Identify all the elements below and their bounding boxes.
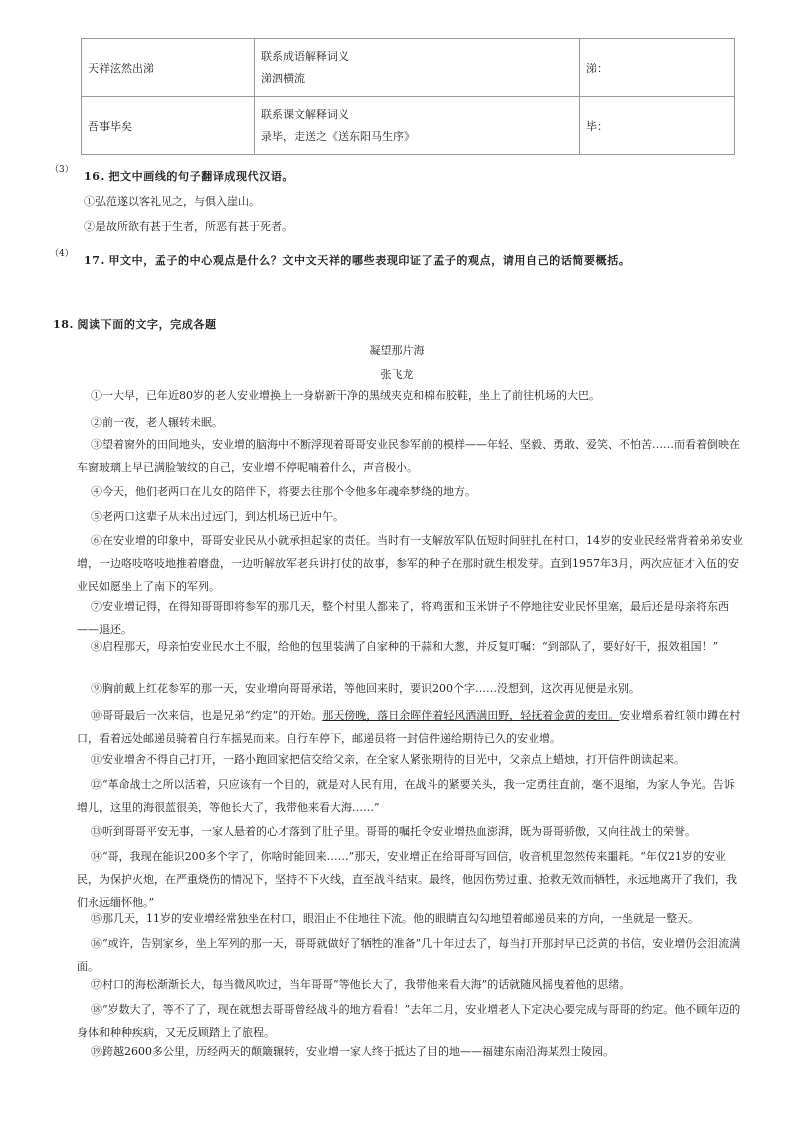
paragraph-19: ⑲跨越2600多公里，历经两天的颠簸辗转，安业增一家人终于抵达了目的地——福建东南沿海某烈士陵园。: [91, 1045, 614, 1058]
question-text: 把文中画线的句子翻译成现代汉语。: [108, 170, 295, 183]
paragraph-4: ④今天，他们老两口在儿女的陪伴下，将要去往那个令他多年魂牵梦绕的地方。: [91, 485, 476, 498]
example-text: 涕泗横流: [261, 71, 305, 85]
article-author: 张飞龙: [380, 368, 414, 381]
paragraph-16: ⑯“或许，告别家乡，坐上军列的那一天，哥哥就做好了牺牲的准备”几十年过去了，每当打开那封早已泛黄的书信，安业增仍会泪流满面。: [77, 937, 741, 973]
paragraph-3: ③望着窗外的田间地头，安业增的脑海中不断浮现着哥哥安业民参军前的模样——年轻、坚毅、勇敢、爱笑、不怕苦……而看着倒映在车窗玻璃上早已满脸皱纹的自己，安业增不停呢喃着什么，声音极小。: [77, 438, 740, 474]
paragraph-2: ②前一夜，老人辗转未眠。: [91, 416, 223, 429]
list-item: ①弘范遂以客礼见之，与俱入崖山。: [84, 195, 260, 208]
paragraph-10-before: ⑩哥哥最后一次来信，也是兄弟“约定”的开始。: [91, 709, 323, 722]
table-row: [82, 39, 735, 97]
paragraph-8: ⑧启程那天，母亲怕安业民水土不服，给他的包里装满了自家种的干蒜和大葱，并反复叮嘱：“到部队了，要好好干，报效祖国！”: [91, 640, 719, 653]
paragraph-14: ⑭“哥，我现在能识200多个字了，你啥时能回来……”那天，安业增正在给哥哥写回信，收音机里忽然传来噩耗。“年仅21岁的安业民，为保护火炮，在严重烧伤的情况下，坚持不下火线，直至战斗结束。最终，他因伤势过重、抢救无效而牺牲，永远地离开了我们，我们永远缅怀他。”: [77, 850, 737, 909]
question-text: 阅读下面的文字，完成各题: [77, 318, 217, 331]
paragraph-1: ①一大早，已年近80岁的老人安业增换上一身崭新干净的黑绒夹克和棉布胶鞋，坐上了前往机场的大巴。: [91, 389, 600, 402]
question-text: 甲文中，孟子的中心观点是什么？文中文天祥的哪些表现印证了孟子的观点，请用自己的话简要概括。: [108, 254, 631, 267]
table-cell-method: [255, 97, 580, 155]
paragraph-15: ⑮那几天，11岁的安业增经常独坐在村口，眼泪止不住地往下流。他的眼睛直勾勾地望着邮递员来的方向，一坐就是一整天。: [91, 912, 699, 925]
table-cell-method: [255, 39, 580, 97]
paragraph-10-after: 安业增系着红领巾蹲在村口，看着远处邮递员骑着自行车摇晃而来。自行车停下，邮递员将一封信件递给期待已久的安业增。: [77, 709, 741, 745]
question-paren-number: （3）: [50, 165, 74, 175]
vocab-table: [81, 38, 735, 155]
paragraph-13: ⑬听到哥哥平安无事，一家人悬着的心才落到了肚子里。哥哥的嘱托令安业增热血澎湃，既为哥哥骄傲，又向往战士的荣誉。: [91, 825, 696, 838]
paragraph-17: ⑰村口的海松渐渐长大，每当微风吹过，当年哥哥“等他长大了，我带他来看大海”的话就随风摇曳着他的思绪。: [91, 978, 631, 991]
question-number: 18.: [53, 318, 74, 331]
question-18: [53, 316, 217, 332]
example-text: 录毕，走送之《送东阳马生序》: [261, 129, 415, 143]
method-text: 联系成语解释词义: [261, 49, 349, 63]
paragraph-9: ⑨胸前戴上红花参军的那一天，安业增向哥哥承诺，等他回来时，要识200个字……没想到，这次再见便是永别。: [91, 682, 640, 695]
paragraph-6: ⑥在安业增的印象中，哥哥安业民从小就承担起家的责任。当时有一支解放军队伍短时间驻扎在村口，14岁的安业民经常背着弟弟安业增，一边咯吱咯吱地推着磨盘，一边听解放军老兵讲打仗的故事，参军的种子在那时就生根发芽。直到1957年3月，两次应征才入伍的安业民如愿坐上了南下的军列。: [77, 534, 743, 593]
method-text: 联系课文解释词义: [261, 107, 349, 121]
underlined-sentence: 那天傍晚，落日余晖伴着轻风洒满田野，轻抚着金黄的麦田。: [322, 709, 620, 722]
paragraph-5: ⑤老两口这辈子从未出过远门，到达机场已近中午。: [91, 510, 344, 523]
paragraph-18: ⑱“岁数大了，等不了了，现在就想去哥哥曾经战斗的地方看看！”去年二月，安业增老人下定决心要完成与哥哥的约定。他不顾年迈的身体和种种疾病，又无反顾踏上了旅程。: [77, 1003, 741, 1039]
paragraph-12: ⑫“革命战士之所以活着，只应该有一个目的，就是对人民有用，在战斗的紧要关头，我一定勇往直前，毫不退缩，为家人争光。告诉增儿，这里的海很蓝很美，等他长大了，我带他来看大海……”: [77, 778, 735, 814]
table-cell-answer: 涕：: [580, 39, 735, 97]
list-item: ②是故所欲有甚于生者，所恶有甚于死者。: [84, 220, 293, 233]
table-cell-word: 吾事毕矣: [82, 97, 255, 155]
table-cell-word: 天祥泫然出涕: [82, 39, 255, 97]
table-row: [82, 97, 735, 155]
paragraph-7: ⑦安业增记得，在得知哥哥即将参军的那几天，整个村里人都来了，将鸡蛋和玉米饼子不停地往安业民怀里塞，最后还是母亲将东西——退还。: [77, 600, 729, 636]
paragraph-10: [77, 704, 745, 750]
question-number: 17.: [84, 254, 105, 267]
question-16: [84, 168, 294, 184]
table-cell-answer: 毕：: [580, 97, 735, 155]
article-title: 凝望那片海: [369, 344, 425, 357]
paragraph-11: ⑪安业增舍不得自己打开，一路小跑回家把信交给父亲，在全家人紧张期待的目光中，父亲点上蜡烛，打开信件朗读起来。: [91, 753, 685, 766]
question-number: 16.: [84, 170, 105, 183]
question-17: [84, 252, 630, 268]
question-paren-number: （4）: [50, 249, 74, 259]
